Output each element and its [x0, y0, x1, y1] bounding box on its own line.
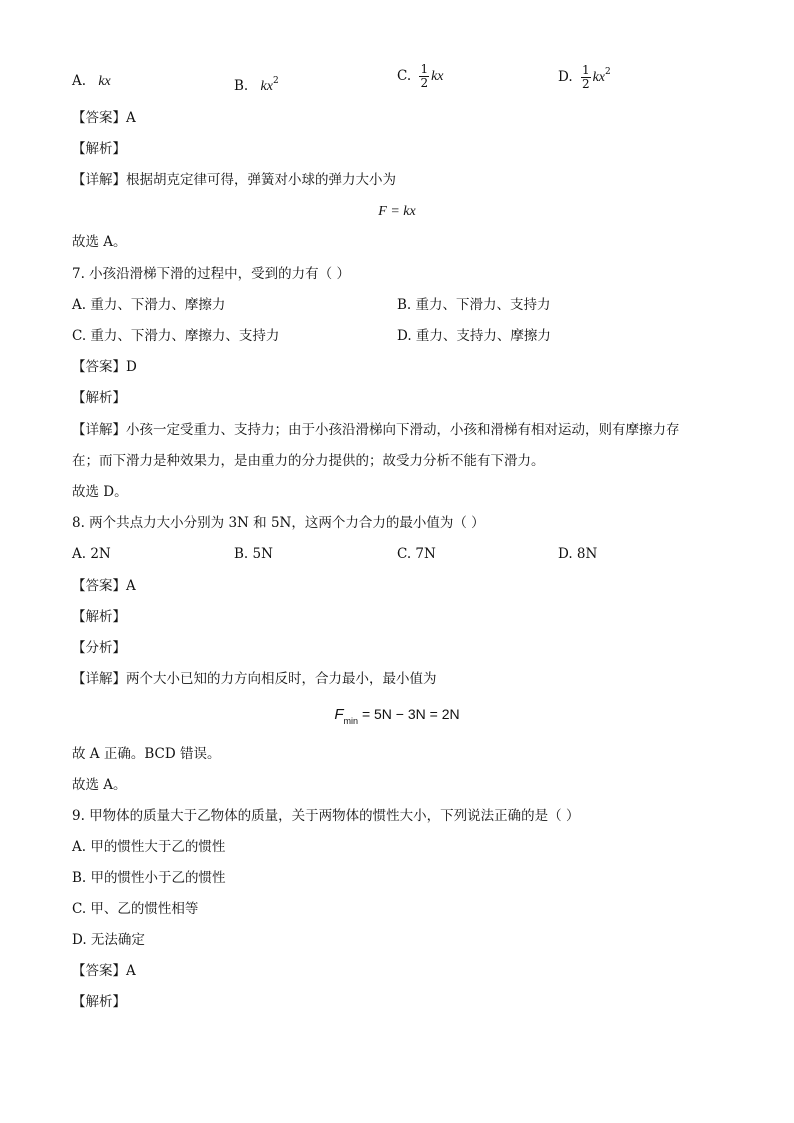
q9-option-d: D. 无法确定 [72, 932, 145, 948]
q6-option-c [397, 63, 444, 90]
fraction-numerator: 1 [420, 62, 429, 76]
option-letter: B. [234, 78, 249, 94]
q9-option-c: C. 甲、乙的惯性相等 [72, 901, 199, 917]
q7-option-a: A. 重力、下滑力、摩擦力 [72, 297, 226, 313]
q8-analysis: 【解析】 [72, 609, 126, 625]
option-letter: A. [72, 73, 87, 89]
q8-note: 故 A 正确。BCD 错误。 [72, 746, 221, 762]
fraction-denominator: 2 [581, 77, 590, 91]
q9-answer: 【答案】A [72, 963, 136, 979]
q9-option-b: B. 甲的惯性小于乙的惯性 [72, 870, 226, 886]
q9-option-a: A. 甲的惯性大于乙的惯性 [72, 839, 226, 855]
q6-answer: 【答案】A [72, 110, 136, 126]
q7-option-c: C. 重力、下滑力、摩擦力、支持力 [72, 328, 280, 344]
q8-stem: 8. 两个共点力大小分别为 3N 和 5N，这两个力合力的最小值为（ ） [72, 515, 485, 531]
q7-conclusion: 故选 D。 [72, 484, 128, 500]
q8-option-d: D. 8N [558, 546, 598, 562]
option-letter: D. [558, 69, 573, 85]
q6-option-b [234, 72, 279, 96]
option-superscript: 2 [272, 76, 279, 86]
fraction-numerator: 1 [581, 63, 590, 77]
q7-option-b: B. 重力、下滑力、支持力 [397, 297, 551, 313]
q9-stem: 9. 甲物体的质量大于乙物体的质量，关于两物体的惯性大小，下列说法正确的是（ ） [72, 808, 580, 824]
fraction [581, 64, 591, 91]
q8-option-a: A. 2N [72, 546, 111, 562]
q8-conclusion: 故选 A。 [72, 777, 127, 793]
q9-analysis: 【解析】 [72, 994, 126, 1010]
fraction-denominator: 2 [420, 76, 429, 90]
q8-option-b: B. 5N [234, 546, 273, 562]
equation-subscript: min [343, 716, 359, 726]
option-formula: kx [260, 79, 273, 94]
q8-detail: 【详解】两个大小已知的力方向相反时，合力最小，最小值为 [72, 671, 437, 687]
q6-analysis: 【解析】 [72, 141, 126, 157]
option-letter: C. [397, 68, 412, 84]
option-formula: kx [98, 74, 111, 89]
q8-equation [0, 705, 794, 730]
q6-equation [0, 202, 794, 221]
q8-option-c: C. 7N [397, 546, 436, 562]
q8-answer: 【答案】A [72, 578, 136, 594]
equation-text: = 5N − 3N = 2N [358, 706, 460, 722]
q7-detail-line2: 在；而下滑力是种效果力，是由重力的分力提供的；故受力分析不能有下滑力。 [72, 453, 545, 469]
q6-conclusion: 故选 A。 [72, 234, 127, 250]
equation-text: F = kx [378, 204, 416, 219]
equation-variable: F [334, 706, 344, 723]
q8-fenxi: 【分析】 [72, 640, 126, 656]
q6-option-a [72, 72, 111, 91]
option-formula: kx [592, 70, 606, 85]
option-superscript: 2 [605, 67, 611, 77]
q6-option-d [558, 63, 611, 91]
fraction [419, 63, 429, 90]
q7-detail-line1: 【详解】小孩一定受重力、支持力；由于小孩沿滑梯向下滑动，小孩和滑梯有相对运动，则有摩擦力存 [72, 422, 680, 438]
q6-detail: 【详解】根据胡克定律可得，弹簧对小球的弹力大小为 [72, 172, 396, 188]
q7-answer: 【答案】D [72, 359, 137, 375]
q7-stem: 7. 小孩沿滑梯下滑的过程中，受到的力有（ ） [72, 266, 350, 282]
q7-option-d: D. 重力、支持力、摩擦力 [397, 328, 551, 344]
option-formula: kx [431, 69, 444, 84]
q7-analysis: 【解析】 [72, 390, 126, 406]
